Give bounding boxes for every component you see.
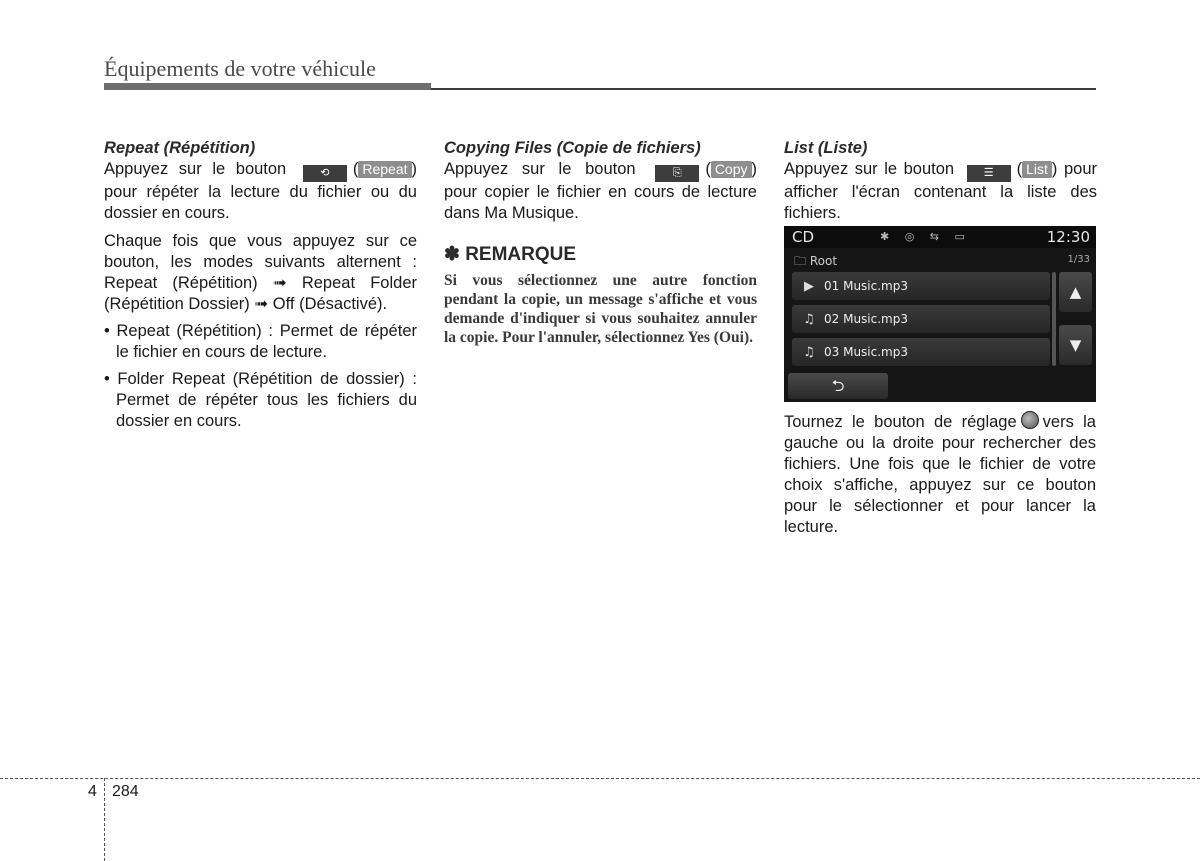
- music-note-icon: ♫: [803, 312, 815, 327]
- list-button-icon: ☰: [967, 165, 1011, 182]
- header-rule-thin: [431, 88, 1096, 90]
- status-icons: ✱ ◎ ⇆ ▭: [880, 230, 971, 243]
- footer-vertical-rule: [104, 778, 105, 861]
- track-item[interactable]: [792, 338, 1050, 366]
- file-count: 1/33: [1067, 254, 1090, 265]
- folder-name: Root: [809, 254, 838, 268]
- track-name: 01 Music.mp3: [824, 279, 908, 293]
- footer-dashed-rule: [0, 778, 1200, 779]
- list-paragraph-1: Appuyez sur le bouton ☰ ( List ) pour afficher l'écran contenant la liste des fichiers.: [784, 160, 1097, 222]
- text-fragment: pour copier le fichier en cours de lecture dans Ma Musique.: [444, 183, 757, 222]
- chapter-number: 4: [88, 783, 97, 800]
- text-fragment: pour répéter la lecture du fichier ou du dossier en cours.: [104, 183, 417, 222]
- repeat-paragraph-2: Chaque fois que vous appuyez sur ce bouton, les modes suivants alternent : Repeat (Répétition) ➟ Repeat Folder (Répétition Dossier) ➟ Off (Désactivé).: [104, 232, 417, 313]
- page-number: 284: [112, 783, 139, 800]
- repeat-paragraph-1: Appuyez sur le bouton ⟲ ( Repeat ) pour répéter la lecture du fichier ou du dossier en cours.: [104, 160, 417, 222]
- section-title-list: List (Liste): [784, 139, 868, 157]
- scroll-down-button[interactable]: [1059, 325, 1092, 365]
- text-fragment: Appuyez sur le bouton: [104, 160, 287, 178]
- folder-icon: 🗀: [794, 254, 807, 268]
- bullet-folder-repeat: • Folder Repeat (Répétition de dossier) : Permet de répéter tous les fichiers du dossier en cours.: [104, 370, 417, 430]
- note-body: Si vous sélectionnez une autre fonction pendant la copie, un message s'affiche et vous demande d'indiquer si vous souhaitez annuler la copie. Pour l'annuler, sélectionnez Yes (Oui).: [444, 272, 757, 346]
- section-title-repeat: Repeat (Répétition): [104, 139, 256, 157]
- text-fragment: Appuyez sur le bouton: [444, 160, 636, 178]
- text-fragment: Appuyez sur le bouton: [784, 160, 955, 178]
- note-title: ✽ REMARQUE: [444, 244, 577, 265]
- track-item[interactable]: [792, 305, 1050, 333]
- arrow-up-icon: ▲: [1069, 283, 1082, 301]
- section-list: [784, 138, 1097, 224]
- list-scrollbar[interactable]: [1052, 272, 1056, 366]
- play-icon: ▶: [804, 279, 814, 294]
- bullet-repeat: • Repeat (Répétition) : Permet de répéter le fichier en cours de lecture.: [104, 322, 417, 361]
- list-paragraph-2: [784, 411, 1096, 538]
- repeat-button-icon: ⟲: [303, 165, 347, 182]
- screen-clock: 12:30: [1046, 228, 1090, 246]
- music-note-icon: ♫: [803, 345, 815, 360]
- copy-button-icon: ⎘: [655, 165, 699, 182]
- arrow-down-icon: ▼: [1069, 336, 1082, 354]
- cd-list-screen: [784, 226, 1096, 402]
- back-arrow-icon: ⮌: [831, 376, 845, 395]
- text-fragment: vers la gauche ou la droite pour rechercher des fichiers. Une fois que le fichier de votre choix s'affiche, appuyez sur ce bouton pour le sélectionner et pour lancer la lecture.: [784, 413, 1096, 536]
- text-fragment: pour afficher l'écran contenant la liste des fichiers.: [784, 160, 1097, 222]
- track-name: 02 Music.mp3: [824, 312, 908, 326]
- section-copy: [444, 138, 757, 347]
- tuning-knob-paragraph: [784, 411, 1096, 538]
- header-rule-thick: [104, 83, 431, 90]
- tuning-knob-icon: [1021, 411, 1039, 429]
- copy-button-label: Copy: [711, 161, 752, 178]
- repeat-button-label: Repeat: [358, 161, 411, 178]
- text-fragment: Tournez le bouton de réglage: [784, 413, 1017, 431]
- track-name: 03 Music.mp3: [824, 345, 908, 359]
- screen-source-label: CD: [792, 228, 815, 246]
- list-button-label: List: [1022, 161, 1052, 178]
- page-header-title: Équipements de votre véhicule: [104, 56, 376, 81]
- track-item[interactable]: [792, 272, 1050, 300]
- section-repeat: [104, 138, 417, 432]
- copy-paragraph-1: Appuyez sur le bouton ⎘ ( Copy ) pour copier le fichier en cours de lecture dans Ma Musique.: [444, 160, 757, 222]
- section-title-copy: Copying Files (Copie de fichiers): [444, 139, 701, 157]
- scroll-up-button[interactable]: [1059, 272, 1092, 312]
- back-button[interactable]: [788, 373, 888, 399]
- folder-path: [794, 252, 837, 273]
